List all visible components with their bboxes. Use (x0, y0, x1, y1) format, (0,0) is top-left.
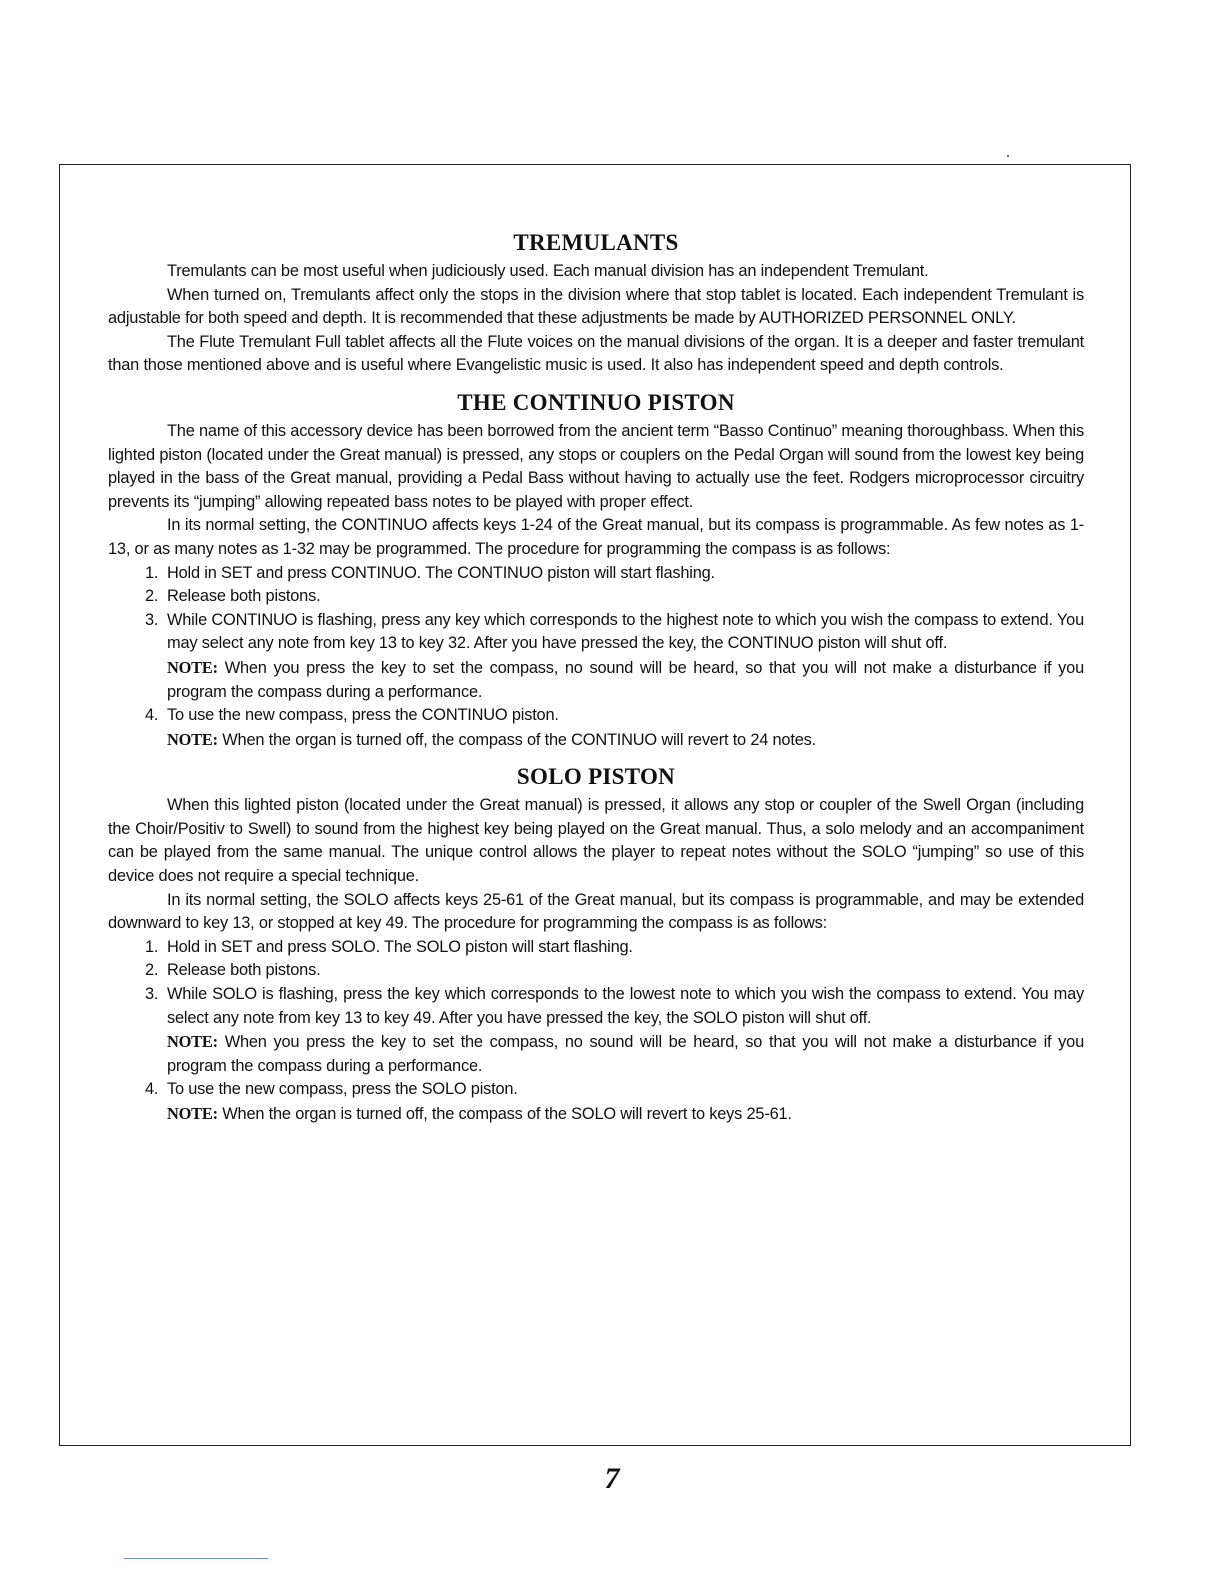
solo-paragraph-2: In its normal setting, the SOLO affects keys 25-61 of the Great manual, but its compass is programmable, and may be extended downward to key 13, or stopped at key 49. The procedure for programming the compass is as follows: (108, 890, 1084, 933)
note-text: When the organ is turned off, the compass of the CONTINUO will revert to 24 notes. (222, 730, 816, 749)
list-item (108, 609, 1084, 704)
step-text: Hold in SET and press SOLO. The SOLO piston will start flashing. (167, 937, 633, 956)
step-number: 2. (145, 587, 159, 606)
list-item (108, 936, 1084, 960)
note-text: When you press the key to set the compass, no sound will be heard, so that you will not make a disturbance if you program the compass during a performance. (167, 1033, 1084, 1075)
list-item (108, 562, 1084, 586)
tremulants-paragraph-3: The Flute Tremulant Full tablet affects all the Flute voices on the manual divisions of the organ. It is a deeper and faster tremulant than those mentioned above and is useful where Evangelistic music is used. It also has independent speed and depth controls. (108, 332, 1084, 375)
step-text: To use the new compass, press the CONTINUO piston. (167, 706, 559, 725)
step-number: 4. (145, 706, 159, 725)
note-label: NOTE: (167, 729, 218, 749)
list-item (108, 983, 1084, 1078)
tremulants-section (108, 226, 1084, 378)
solo-section (108, 760, 1084, 1126)
step-text: To use the new compass, press the SOLO piston. (167, 1080, 518, 1099)
continuo-paragraph-2: In its normal setting, the CONTINUO affects keys 1-24 of the Great manual, but its compass is programmable. As few notes as 1-13, or as many notes as 1-32 may be programmed. The procedure for programming the compass is as follows: (108, 516, 1084, 558)
solo-paragraph-1: When this lighted piston (located under the Great manual) is pressed, it allows any stop or coupler of the Swell Organ (including the Choir/Positiv to Swell) to sound from the highest key being played on the Great manual. Thus, a solo melody and an accompaniment can be played from the same manual. The unique control allows the player to repeat notes without the SOLO “jumping” so use of this device does not require a special technique. (108, 796, 1084, 886)
stray-dot (1007, 155, 1009, 157)
step-number: 1. (145, 937, 159, 956)
note (167, 1030, 1084, 1078)
continuo-steps (108, 562, 1084, 753)
page-number: 7 (604, 1462, 620, 1495)
list-item (108, 1078, 1084, 1126)
continuo-section (108, 386, 1084, 752)
step-number: 3. (145, 985, 159, 1004)
continuo-paragraph-1: The name of this accessory device has been borrowed from the ancient term “Basso Continuo” meaning thoroughbass. When this lighted piston (located under the Great manual) is pressed, any stops or couplers on the Pedal Organ will sound from the lowest key being played in the bass of the Great manual, providing a Pedal Bass without having to actually use the feet. Rodgers microprocessor circuitry prevents its “jumping” allowing repeated bass notes to be played with proper effect. (108, 421, 1084, 511)
note (167, 656, 1084, 704)
note (167, 1102, 1084, 1127)
note-text: When the organ is turned off, the compass of the SOLO will revert to keys 25-61. (222, 1105, 792, 1123)
step-text: Release both pistons. (167, 961, 321, 980)
list-item (108, 585, 1084, 609)
underline-mark (124, 1558, 268, 1559)
note-label: NOTE: (167, 1104, 218, 1123)
step-text: Release both pistons. (167, 587, 321, 606)
step-text: Hold in SET and press CONTINUO. The CONTINUO piston will start flashing. (167, 563, 715, 582)
continuo-heading: THE CONTINUO PISTON (457, 389, 735, 415)
tremulants-paragraph-2: When turned on, Tremulants affect only the stops in the division where that stop tablet is located. Each independent Tremulant is adjustable for both speed and depth. It is recommended that these adjustments be made by AUTHORIZED PERSONNEL ONLY. (108, 285, 1084, 328)
tremulants-heading: TREMULANTS (513, 230, 679, 255)
list-item (108, 704, 1084, 752)
note-label: NOTE: (167, 1032, 218, 1052)
note-label: NOTE: (167, 657, 218, 677)
step-number: 1. (145, 563, 159, 582)
step-number: 3. (145, 610, 159, 629)
step-number: 4. (145, 1080, 159, 1099)
tremulants-paragraph-1: Tremulants can be most useful when judiciously used. Each manual division has an independent Tremulant. (167, 262, 929, 280)
step-number: 2. (145, 961, 159, 980)
page-content (108, 226, 1084, 1127)
step-text: While CONTINUO is flashing, press any key which corresponds to the highest note to which you wish the compass to extend. You may select any note from key 13 to key 32. After you have pressed the key, the CONTINUO piston will shut off. (167, 610, 1084, 653)
note (167, 728, 1084, 753)
list-item (108, 959, 1084, 983)
solo-steps (108, 936, 1084, 1127)
step-text: While SOLO is flashing, press the key which corresponds to the lowest note to which you wish the compass to extend. You may select any note from key 13 to key 49. After you have pressed the key, the SOLO piston will shut off. (167, 985, 1084, 1027)
note-text: When you press the key to set the compass, no sound will be heard, so that you will not make a disturbance if you program the compass during a performance. (167, 658, 1084, 701)
solo-heading: SOLO PISTON (516, 764, 676, 790)
